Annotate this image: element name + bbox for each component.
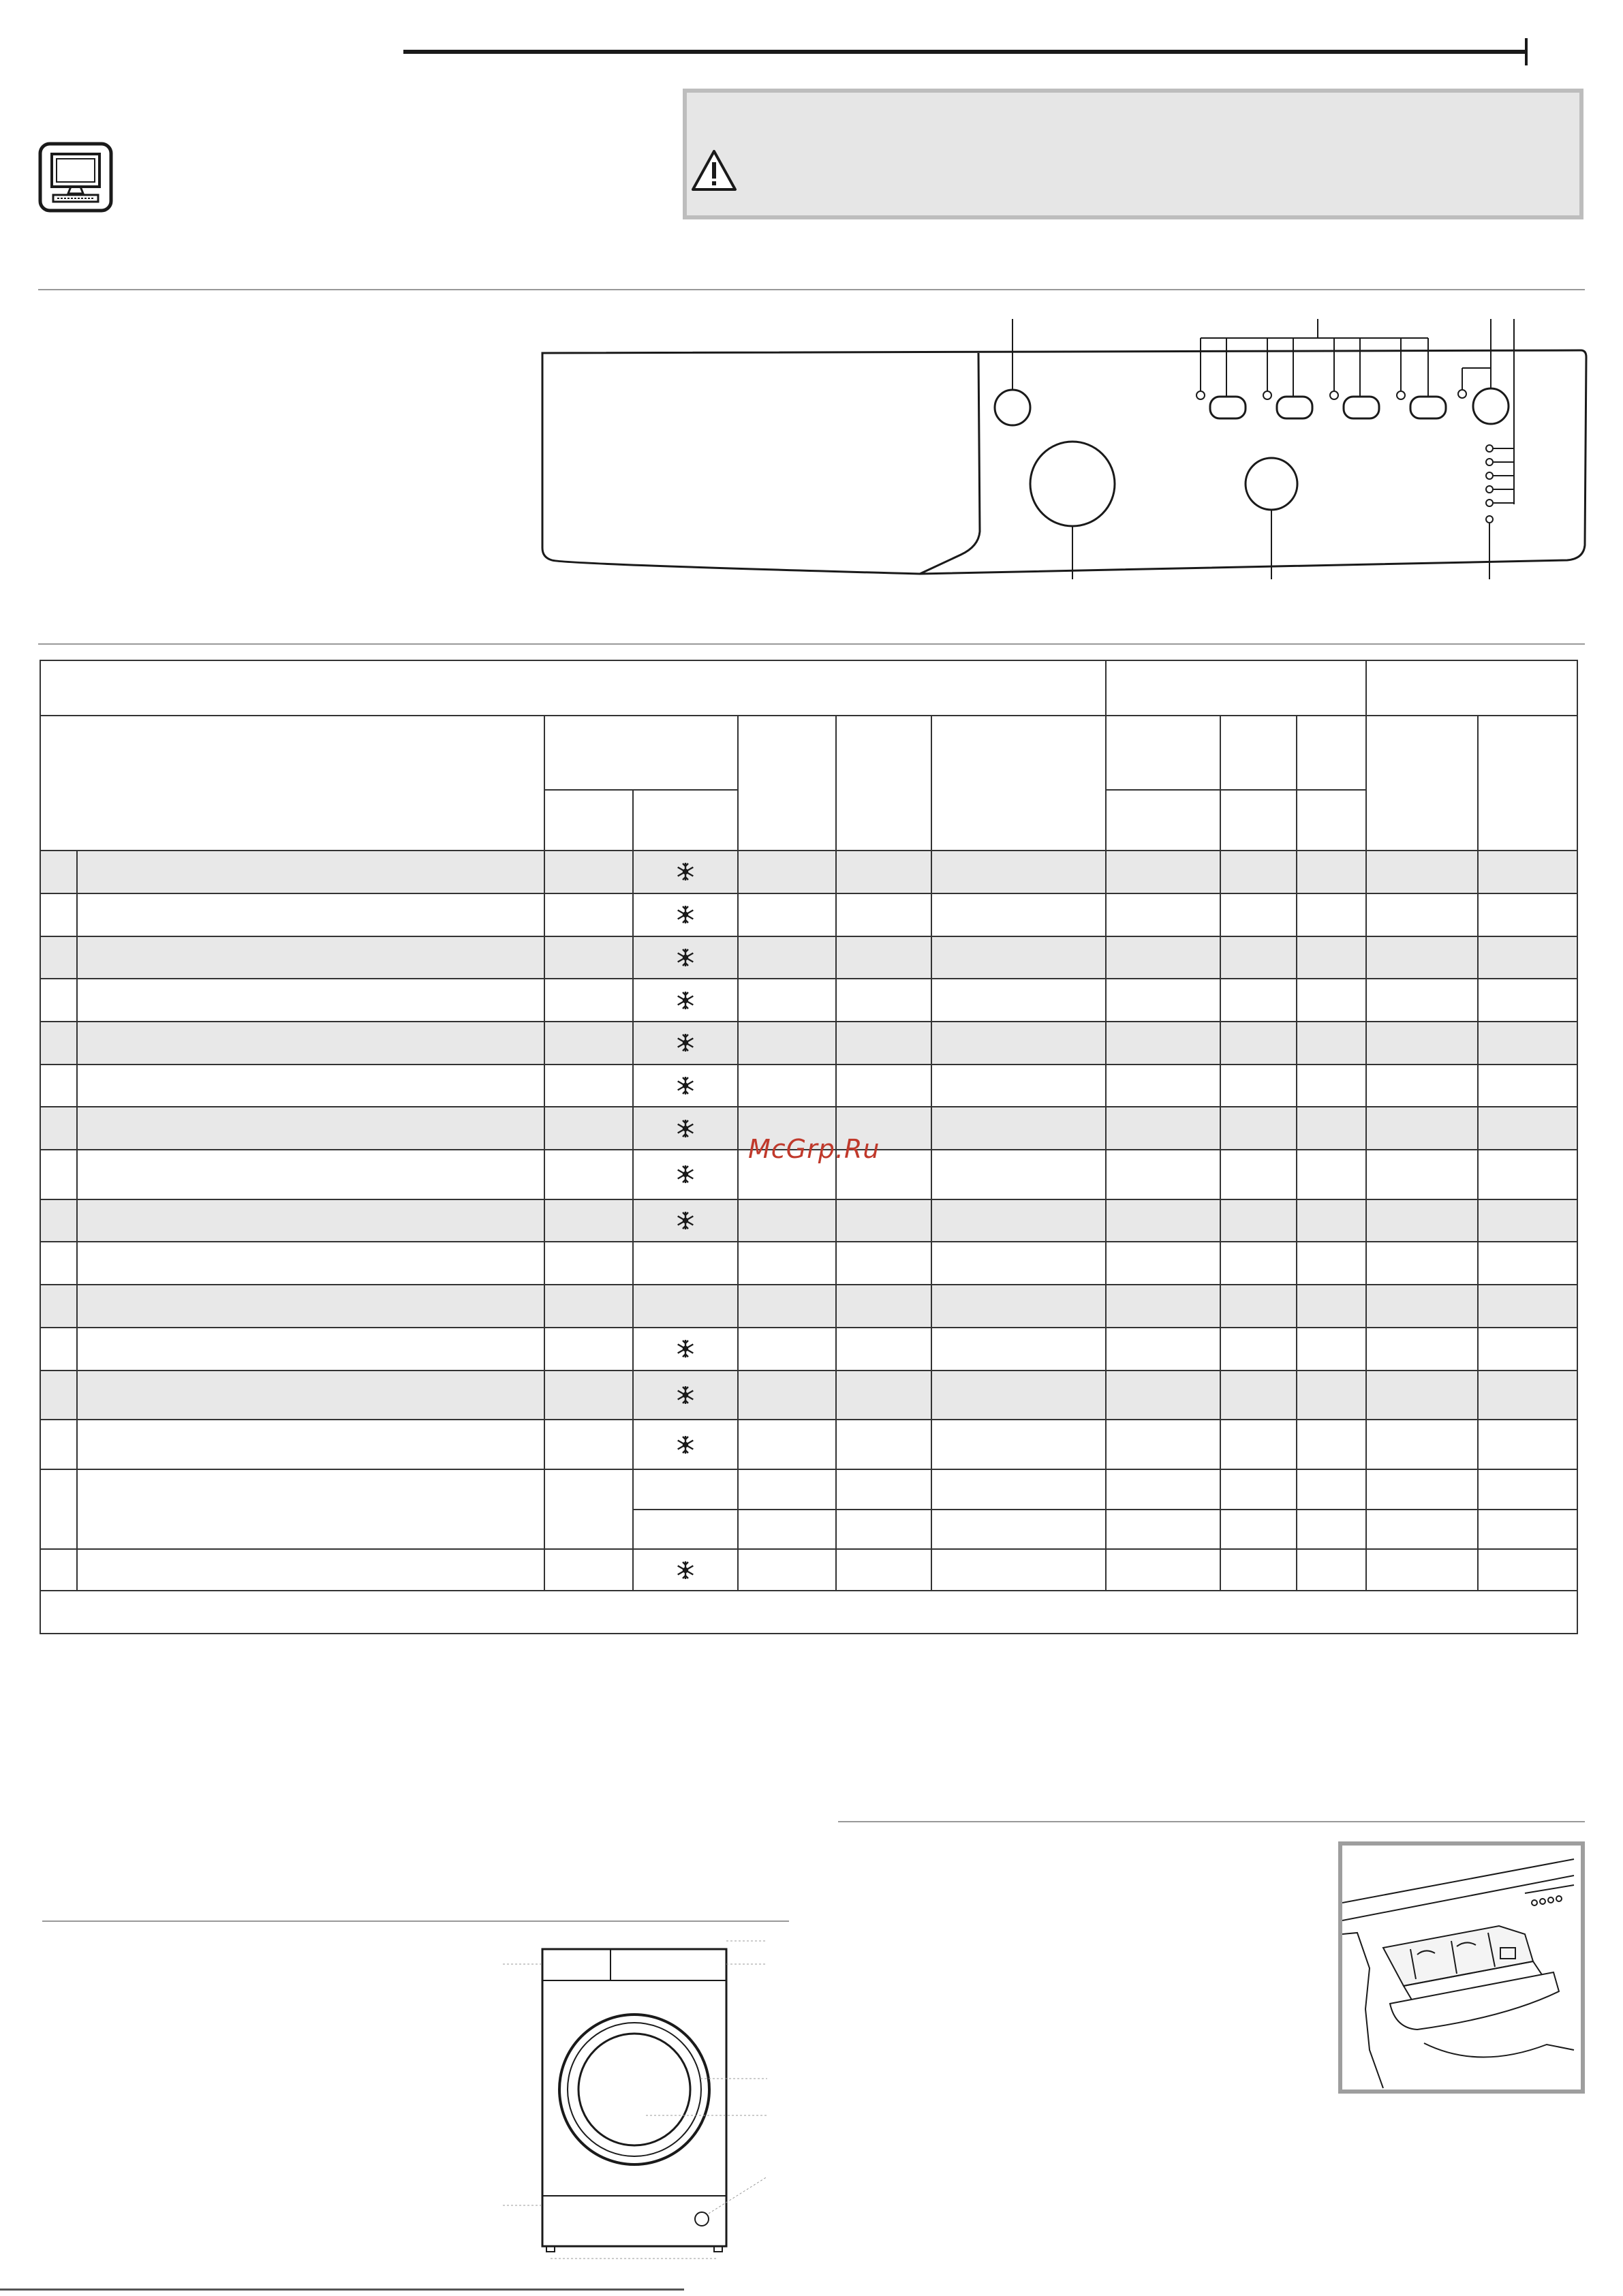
- program-name-cell: [77, 1199, 544, 1242]
- table-cell: [1297, 1199, 1366, 1242]
- table-cell: [1297, 1469, 1366, 1510]
- table-cell: [544, 1285, 633, 1328]
- table-header-cell: [1106, 660, 1366, 716]
- table-row: [40, 1420, 1577, 1469]
- table-cell: [1297, 979, 1366, 1022]
- table-cell: [1297, 1107, 1366, 1150]
- table-cell: [1106, 1285, 1220, 1328]
- table-cell: [544, 1199, 633, 1242]
- table-cell: [544, 1371, 633, 1420]
- table-cell: [836, 1469, 931, 1510]
- table-cell: [1478, 1022, 1577, 1065]
- table-header-cell: [1220, 716, 1297, 790]
- row-number-cell: [40, 1242, 77, 1285]
- table-cell: [1106, 1199, 1220, 1242]
- table-cell: [1366, 1328, 1478, 1371]
- table-cell: [1366, 893, 1478, 936]
- table-cell: [544, 1469, 633, 1549]
- table-cell: [931, 851, 1106, 893]
- program-name-cell: [77, 1242, 544, 1285]
- table-cell: [836, 1065, 931, 1107]
- table-cell: [836, 936, 931, 979]
- table-cell: [1106, 1242, 1220, 1285]
- row-number-cell: [40, 851, 77, 893]
- table-cell: [1220, 1420, 1297, 1469]
- table-row: [40, 1285, 1577, 1328]
- table-cell: [1106, 1371, 1220, 1420]
- table-cell: [1366, 1107, 1478, 1150]
- table-cell: [931, 1107, 1106, 1150]
- row-number-cell: [40, 1328, 77, 1371]
- table-header-cell: [1478, 716, 1577, 851]
- program-name-cell: [77, 936, 544, 979]
- table-cell: [931, 1510, 1106, 1550]
- table-cell: [738, 1022, 836, 1065]
- row-number-cell: [40, 1285, 77, 1328]
- table-cell: [1220, 1285, 1297, 1328]
- table-cell: [1220, 1150, 1297, 1199]
- table-header-cell: [40, 660, 1106, 716]
- table-row: [40, 1022, 1577, 1065]
- snowflake-icon: [633, 893, 738, 936]
- table-cell: [1478, 1469, 1577, 1510]
- table-cell: [1220, 1510, 1297, 1550]
- table-cell: [1220, 1199, 1297, 1242]
- table-cell: [738, 936, 836, 979]
- warning-notice-box: [683, 89, 1583, 219]
- warning-triangle-icon: [690, 149, 738, 192]
- program-name-cell: [77, 1328, 544, 1371]
- footer-rule: [0, 2289, 684, 2291]
- table-cell: [931, 1549, 1106, 1591]
- snowflake-icon: [633, 1022, 738, 1065]
- table-cell: [836, 1371, 931, 1420]
- row-number-cell: [40, 1150, 77, 1199]
- table-header-cell: [1297, 716, 1366, 790]
- table-cell: [1297, 1150, 1366, 1199]
- row-number-cell: [40, 1065, 77, 1107]
- table-cell: [1297, 1510, 1366, 1550]
- table-cell: [1220, 851, 1297, 893]
- table-cell: [1220, 1549, 1297, 1591]
- table-cell: [544, 851, 633, 893]
- table-cell: [1106, 979, 1220, 1022]
- row-number-cell: [40, 1022, 77, 1065]
- detergent-drawer-diagram: [1338, 1841, 1585, 2094]
- table-cell: [1366, 936, 1478, 979]
- table-cell: [836, 893, 931, 936]
- table-cell: [931, 979, 1106, 1022]
- table-row: [40, 979, 1577, 1022]
- table-cell: [931, 1420, 1106, 1469]
- table-cell: [1297, 1022, 1366, 1065]
- table-cell: [931, 1242, 1106, 1285]
- table-header-cell: [1220, 790, 1297, 851]
- table-cell: [1220, 936, 1297, 979]
- table-cell: [1297, 936, 1366, 979]
- table-cell: [1366, 1285, 1478, 1328]
- table-cell: [836, 1199, 931, 1242]
- table-cell: [1366, 1242, 1478, 1285]
- table-cell: [738, 1242, 836, 1285]
- table-cell: [1220, 1107, 1297, 1150]
- table-cell: [1478, 1371, 1577, 1420]
- table-cell: [1478, 851, 1577, 893]
- table-cell: [544, 1022, 633, 1065]
- table-cell: [1366, 1510, 1478, 1550]
- row-number-cell: [40, 893, 77, 936]
- table-cell: [1106, 1065, 1220, 1107]
- table-cell: [1220, 1065, 1297, 1107]
- table-cell: [633, 1242, 738, 1285]
- table-header-cell: [1106, 716, 1220, 790]
- table-cell: [1478, 893, 1577, 936]
- table-cell: [836, 979, 931, 1022]
- table-cell: [836, 1549, 931, 1591]
- computer-monitor-icon: [38, 142, 113, 213]
- table-cell: [836, 851, 931, 893]
- table-row: [40, 1242, 1577, 1285]
- table-footnote-cell: [40, 1591, 1577, 1634]
- table-cell: [738, 1199, 836, 1242]
- table-cell: [1478, 1510, 1577, 1550]
- washing-machine-diagram: [496, 1933, 769, 2274]
- table-cell: [1478, 936, 1577, 979]
- row-number-cell: [40, 1469, 77, 1549]
- table-header-cell: [633, 790, 738, 851]
- table-cell: [1366, 1065, 1478, 1107]
- program-name-cell: [77, 1420, 544, 1469]
- table-cell: [544, 979, 633, 1022]
- table-cell: [1220, 893, 1297, 936]
- table-cell: [1220, 1469, 1297, 1510]
- table-cell: [836, 1022, 931, 1065]
- table-cell: [544, 1242, 633, 1285]
- table-row: [40, 893, 1577, 936]
- section-divider: [838, 1821, 1585, 1822]
- table-footnote-row: [40, 1591, 1577, 1634]
- table-header-cell: [1106, 790, 1220, 851]
- program-name-cell: [77, 1022, 544, 1065]
- snowflake-icon: [633, 851, 738, 893]
- table-cell: [544, 1065, 633, 1107]
- table-cell: [1478, 1065, 1577, 1107]
- snowflake-icon: [633, 1150, 738, 1199]
- table-cell: [1106, 1022, 1220, 1065]
- table-cell: [1478, 1549, 1577, 1591]
- snowflake-icon: [633, 1107, 738, 1150]
- table-row: [40, 936, 1577, 979]
- table-cell: [1220, 1022, 1297, 1065]
- table-cell: [1366, 979, 1478, 1022]
- table-cell: [836, 1328, 931, 1371]
- table-cell: [1366, 1549, 1478, 1591]
- row-number-cell: [40, 1199, 77, 1242]
- program-name-cell: [77, 1549, 544, 1591]
- table-cell: [836, 1420, 931, 1469]
- table-cell: [544, 1150, 633, 1199]
- table-cell: [738, 1328, 836, 1371]
- table-cell: [1366, 1150, 1478, 1199]
- row-number-cell: [40, 979, 77, 1022]
- table-cell: [1106, 1420, 1220, 1469]
- table-cell: [1478, 1285, 1577, 1328]
- table-cell: [931, 1150, 1106, 1199]
- table-cell: [1478, 1150, 1577, 1199]
- snowflake-icon: [633, 979, 738, 1022]
- table-cell: [1366, 1469, 1478, 1510]
- table-cell: [1106, 1549, 1220, 1591]
- table-cell: [544, 1549, 633, 1591]
- table-row: [40, 1199, 1577, 1242]
- table-cell: [1106, 1107, 1220, 1150]
- section-divider: [38, 289, 1585, 290]
- table-cell: [931, 1469, 1106, 1510]
- table-cell: [1297, 1549, 1366, 1591]
- header-rule: [403, 50, 1528, 54]
- program-name-cell: [77, 851, 544, 893]
- table-cell: [1366, 1022, 1478, 1065]
- row-number-cell: [40, 1371, 77, 1420]
- section-divider: [38, 643, 1585, 645]
- table-cell: [1297, 851, 1366, 893]
- table-cell: [1478, 1242, 1577, 1285]
- table-header-cell: [836, 716, 931, 851]
- table-cell: [738, 1371, 836, 1420]
- table-cell: [738, 893, 836, 936]
- table-header-cell: [40, 716, 544, 851]
- table-cell: [1297, 1242, 1366, 1285]
- table-cell: [1297, 1065, 1366, 1107]
- table-cell: [1366, 1420, 1478, 1469]
- table-cell: [738, 1549, 836, 1591]
- table-header-cell: [544, 716, 738, 790]
- header-rule-tick: [1525, 38, 1528, 65]
- table-cell: [738, 1510, 836, 1550]
- table-cell: [931, 1065, 1106, 1107]
- table-cell: [544, 893, 633, 936]
- table-cell: [1106, 1150, 1220, 1199]
- program-name-cell: [77, 1469, 544, 1549]
- table-row: [40, 1328, 1577, 1371]
- table-row: [40, 851, 1577, 893]
- program-name-cell: [77, 1371, 544, 1420]
- table-cell: [931, 936, 1106, 979]
- table-cell: [1478, 1199, 1577, 1242]
- table-cell: [633, 1285, 738, 1328]
- table-cell: [1297, 1371, 1366, 1420]
- table-cell: [1106, 1510, 1220, 1550]
- table-cell: [544, 936, 633, 979]
- program-table-body: [40, 851, 1577, 1634]
- table-cell: [544, 1107, 633, 1150]
- table-cell: [738, 851, 836, 893]
- row-number-cell: [40, 1107, 77, 1150]
- table-header-cell: [1366, 716, 1478, 851]
- row-number-cell: [40, 936, 77, 979]
- table-cell: [836, 1285, 931, 1328]
- table-cell: [738, 1065, 836, 1107]
- table-cell: [1478, 1420, 1577, 1469]
- table-cell: [738, 1469, 836, 1510]
- table-cell: [1106, 893, 1220, 936]
- table-cell: [1106, 1469, 1220, 1510]
- program-name-cell: [77, 1065, 544, 1107]
- table-cell: [1220, 1328, 1297, 1371]
- snowflake-icon: [633, 1199, 738, 1242]
- table-cell: [836, 1510, 931, 1550]
- table-cell: [1366, 851, 1478, 893]
- table-cell: [544, 1420, 633, 1469]
- table-cell: [1297, 1328, 1366, 1371]
- table-header-cell: [738, 716, 836, 851]
- snowflake-icon: [633, 936, 738, 979]
- program-name-cell: [77, 1150, 544, 1199]
- program-name-cell: [77, 1107, 544, 1150]
- table-cell: [738, 1420, 836, 1469]
- snowflake-icon: [633, 1549, 738, 1591]
- table-cell: [931, 1022, 1106, 1065]
- table-cell: [931, 1371, 1106, 1420]
- table-cell: [1220, 979, 1297, 1022]
- table-cell: [1297, 1420, 1366, 1469]
- table-cell: [1366, 1199, 1478, 1242]
- table-cell: [1220, 1371, 1297, 1420]
- table-cell: [931, 1285, 1106, 1328]
- snowflake-icon: [633, 1328, 738, 1371]
- table-cell: [1478, 979, 1577, 1022]
- table-header-cell: [544, 790, 633, 851]
- table-header-cell: [1297, 790, 1366, 851]
- table-cell: [1220, 1242, 1297, 1285]
- snowflake-icon: [633, 1371, 738, 1420]
- table-cell: [738, 1285, 836, 1328]
- row-number-cell: [40, 1420, 77, 1469]
- table-cell: [1478, 1328, 1577, 1371]
- table-cell: [931, 893, 1106, 936]
- program-name-cell: [77, 1285, 544, 1328]
- table-cell: [1297, 1285, 1366, 1328]
- program-name-cell: [77, 979, 544, 1022]
- row-number-cell: [40, 1549, 77, 1591]
- snowflake-icon: [633, 1065, 738, 1107]
- table-cell: [738, 979, 836, 1022]
- table-cell: [931, 1199, 1106, 1242]
- table-row: [40, 1469, 1577, 1510]
- section-divider: [42, 1920, 789, 1922]
- table-cell: [544, 1328, 633, 1371]
- table-cell: [931, 1328, 1106, 1371]
- table-row: [40, 1371, 1577, 1420]
- watermark-text: McGrp.Ru: [748, 1134, 880, 1164]
- table-cell: [836, 1242, 931, 1285]
- table-header-cell: [1366, 660, 1577, 716]
- table-cell: [633, 1510, 738, 1550]
- table-row: [40, 1065, 1577, 1107]
- table-cell: [633, 1469, 738, 1510]
- snowflake-icon: [633, 1420, 738, 1469]
- table-cell: [1106, 851, 1220, 893]
- table-cell: [1478, 1107, 1577, 1150]
- table-cell: [1106, 936, 1220, 979]
- table-cell: [1297, 893, 1366, 936]
- table-cell: [1106, 1328, 1220, 1371]
- table-cell: [1366, 1371, 1478, 1420]
- program-name-cell: [77, 893, 544, 936]
- table-row: [40, 1549, 1577, 1591]
- table-header-cell: [931, 716, 1106, 851]
- control-panel-diagram: [538, 307, 1588, 579]
